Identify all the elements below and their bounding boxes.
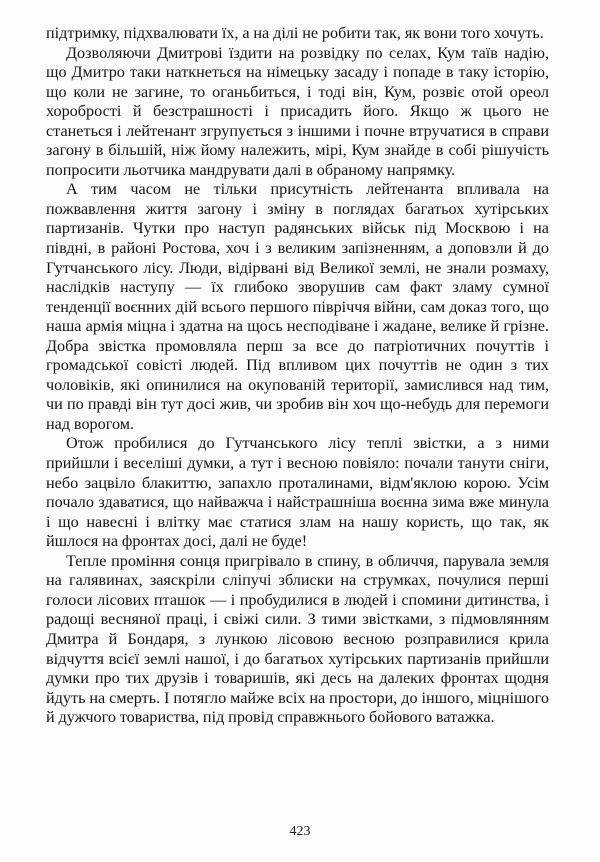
paragraph-5: Тепле проміння сонця пригрівало в спину, в обличчя, парувала земля на галявинах, заяскріли сліпучі зблиски на струмках, почулися перші голоси лісових пташок — і пробудилися в людей і спомини дитинства, і радощі весняної праці, і свіжі сили. З тими звістками, з підмовлянням Дмитра й Бондаря, з лункою лісовою весною розправилися крила відчуття всієї землі нашої, і до багатьох хутірських партизанів прийшли думки про тих друзів і товаришів, які десь на далеких фронтах щодня йдуть на смерть. І потягло майже всіх на простори, до іншого, міцнішого й дужчого товариства, під провід справжнього бойового ватажка.: [46, 551, 549, 727]
paragraph-3: А тим часом не тільки присутність лейтенанта впливала на пожвавлення життя загону і зміну в поглядах багатьох хутірських партизанів. Чутки про наступ радянських військ під Москвою і на півдні, в районі Ростова, хоч і з великим запізненням, а доповзли й до Гутчанського лісу. Люди, відірвані від Великої землі, не знали розмаху, наслідків наступу — їх глибоко зворушив сам факт зламу сумної тенденції воєнних дій всього першого півріччя війни, сам доказ того, що наша армія міцна і здатна на щось несподіване і жадане, велике й грізне. Добра звістка промовляла перш за все до патріотичних почуттів і громадської совісті людей. Під впливом цих почуттів не один з тих чоловіків, які опинилися на окупованій території, замислився над тим, чи по правді він тут досі жив, чи зробив він хоч що-небудь для перемоги над ворогом.: [46, 180, 549, 433]
paragraph-4: Отож пробилися до Гутчанського лісу теплі звістки, а з ними прийшли і веселіші думки, а тут і весною повіяло: почали танути сніги, небо зацвіло блакиттю, запахло проталинами, відм'яклою корою. Усім почало здаватися, що найважча і найстрашніша воєнна зима вже минула і що навесні і влітку має статися злам на нашу користь, що так, як йшлося на фронтах досі, далі не буде!: [46, 434, 549, 551]
paragraph-2: Дозволяючи Дмитрові їздити на розвідку по селах, Кум таїв надію, що Дмитро таки наткнеться на німецьку засаду і попаде в таку історію, що коли не загине, то оганьбиться, і тоді він, Кум, розвіє отой ореол хоробрості й безстрашності і присадить його. Якщо ж цього не станеться і лейтенант згрупується з іншими і почне втручатися в справи загону в більшій, ніж йому належить, мірі, Кум знайде в собі рішучість попросити льотчика мандрувати далі в обраному напрямку.: [46, 43, 549, 179]
paragraph-1: підтримку, підхвалювати їх, а на ділі не робити так, як вони того хочуть.: [46, 24, 544, 42]
body-text: [46, 24, 549, 728]
page-number: 423: [289, 824, 311, 839]
